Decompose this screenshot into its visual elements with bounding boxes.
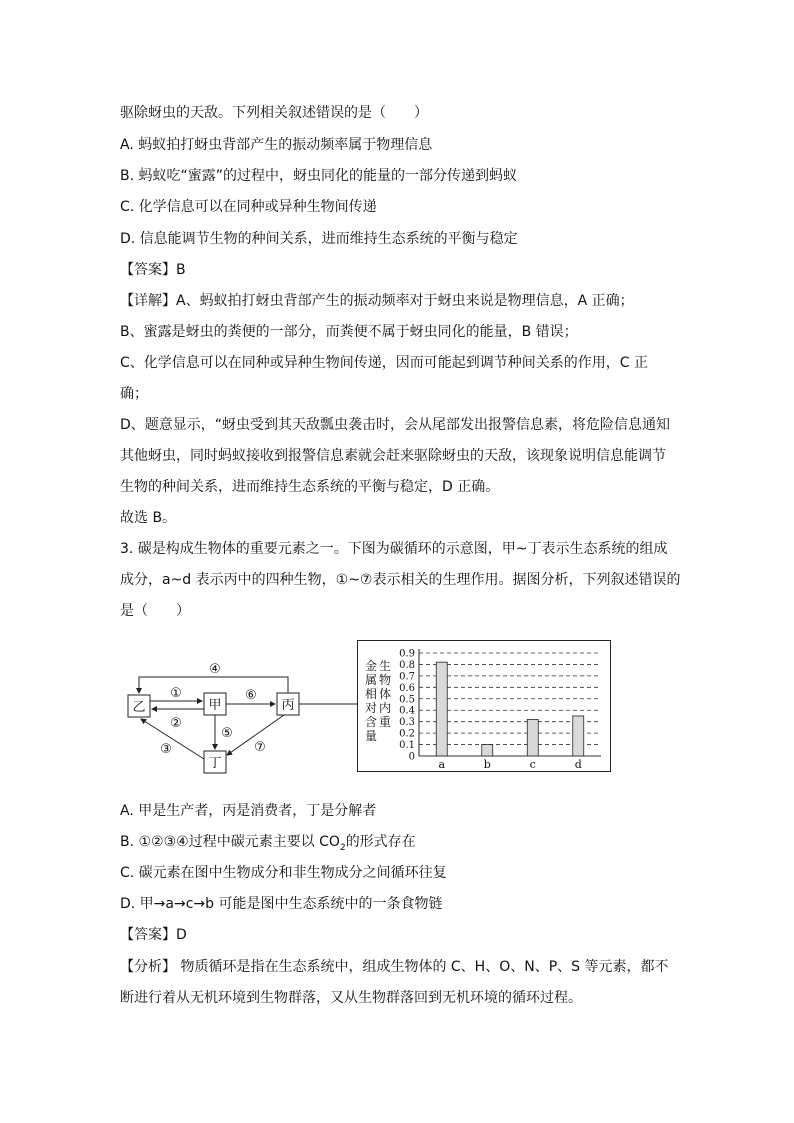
y-label-char: 体 [378, 687, 392, 701]
y-tick-label: 0.4 [399, 705, 415, 717]
y-label-char: 相 [364, 687, 378, 701]
carbon-cycle-diagram [120, 635, 360, 777]
bar-b [482, 745, 493, 756]
label-6: ⑥ [245, 688, 257, 703]
y-label-char: 重 [378, 715, 392, 729]
co2-subscript: 2 [339, 842, 346, 853]
x-tick-label: a [438, 758, 446, 771]
y-tick-label: 0 [408, 751, 415, 763]
q2-explanation-4: 确； [120, 386, 148, 402]
y-label-char: 属 [364, 673, 378, 687]
q3-option-d: D. 甲→a→c→b 可能是图中生态系统中的一条食物链 [120, 896, 443, 912]
node-ding: 丁 [208, 756, 222, 771]
node-bing: 丙 [281, 698, 295, 713]
q3-stem-1: 3. 碳是构成生物体的重要元素之一。下图为碳循环的示意图，甲~丁表示生态系统的组成 [120, 541, 668, 557]
q2-explanation-7: 生物的种间关系，进而维持生态系统的平衡与稳定，D 正确。 [120, 479, 500, 495]
q2-explanation-5: D、题意显示，“蚜虫受到其天敌瓢虫袭击时，会从尾部发出报警信息素，将危险信息通知 [120, 417, 671, 433]
label-2: ② [170, 716, 182, 731]
y-axis-label-col2 [379, 658, 391, 729]
q2-option-b: B. 蚂蚁吃“蜜露”的过程中，蚜虫同化的能量的一部分传递到蚂蚁 [120, 168, 518, 184]
y-label-char: 内 [378, 701, 392, 715]
q2-stem-end: 驱除蚜虫的天敌。下列相关叙述错误的是（ ） [120, 105, 428, 121]
q3-option-b [120, 832, 416, 858]
arrow-4 [139, 677, 288, 693]
q3-stem-3: 是（ ） [120, 603, 190, 619]
q2-explanation-2: B、蜜露是蚜虫的粪便的一部分，而粪便不属于蚜虫同化的能量，B 错误； [120, 324, 578, 340]
y-label-char: 含 [364, 715, 378, 729]
metal-content-chart [357, 640, 611, 772]
y-label-char: 量 [364, 729, 378, 743]
y-label-char: 生 [378, 659, 392, 673]
q2-option-c: C. 化学信息可以在同种或异种生物间传递 [120, 199, 377, 215]
y-tick-label: 0.6 [399, 682, 415, 694]
q2-option-a: A. 蚂蚁拍打蚜虫背部产生的振动频率属于物理信息 [120, 137, 433, 153]
y-axis-label-col1 [365, 658, 377, 743]
label-7: ⑦ [254, 740, 266, 755]
q3-analysis-2: 断进行着从无机环境到生物群落，又从生物群落回到无机环境的循环过程。 [120, 990, 582, 1006]
y-tick-label: 0.3 [399, 717, 415, 729]
x-tick-label: b [483, 758, 491, 771]
y-tick-label: 0.1 [399, 740, 415, 752]
node-yi: 乙 [132, 700, 146, 715]
q2-answer: 【答案】B [120, 262, 186, 278]
bar-c [527, 719, 538, 756]
bar-d [573, 716, 584, 756]
q3-option-a: A. 甲是生产者，丙是消费者，丁是分解者 [120, 803, 377, 819]
q2-conclusion: 故选 B。 [120, 510, 177, 526]
q3-stem-2: 成分，a~d 表示丙中的四种生物，①~⑦表示相关的生理作用。据图分析，下列叙述错误的 [120, 572, 681, 588]
x-tick-label: c [529, 758, 536, 771]
label-4: ④ [209, 662, 221, 677]
label-3: ③ [160, 742, 172, 757]
y-tick-label: 0.9 [399, 648, 415, 660]
y-label-char: 物 [378, 673, 392, 687]
y-label-char: 金 [364, 659, 378, 673]
q3-analysis-1: 【分析】 物质循环是指在生态系统中，组成生物体的 C、H、O、N、P、S 等元素，都不 [120, 959, 669, 975]
y-tick-label: 0.7 [399, 671, 415, 683]
x-tick-label: d [574, 758, 582, 771]
q2-explanation-6: 其他蚜虫，同时蚂蚁接收到报警信息素就会赶来驱除蚜虫的天敌，该现象说明信息能调节 [120, 448, 666, 464]
q3-option-b-tail: 的形式存在 [345, 834, 416, 850]
bar-a [436, 662, 447, 756]
q3-option-c: C. 碳元素在图中生物成分和非生物成分之间循环往复 [120, 865, 447, 881]
q2-option-d: D. 信息能调节生物的种间关系，进而维持生态系统的平衡与稳定 [120, 231, 518, 247]
q3-option-b-text: B. ①②③④过程中碳元素主要以 CO [120, 834, 340, 850]
y-label-char: 对 [364, 701, 378, 715]
q2-explanation-3: C、化学信息可以在同种或异种生物间传递，因而可能起到调节种间关系的作用，C 正 [120, 355, 648, 371]
node-jia: 甲 [208, 698, 222, 713]
q2-explanation-1: 【详解】A、蚂蚁拍打蚜虫背部产生的振动频率对于蚜虫来说是物理信息，A 正确； [120, 293, 634, 309]
y-tick-label: 0.8 [399, 659, 415, 671]
y-tick-label: 0.5 [399, 694, 415, 706]
y-tick-label: 0.2 [399, 728, 415, 740]
q3-answer: 【答案】D [120, 927, 187, 943]
label-5: ⑤ [221, 726, 233, 741]
label-1: ① [170, 686, 182, 701]
